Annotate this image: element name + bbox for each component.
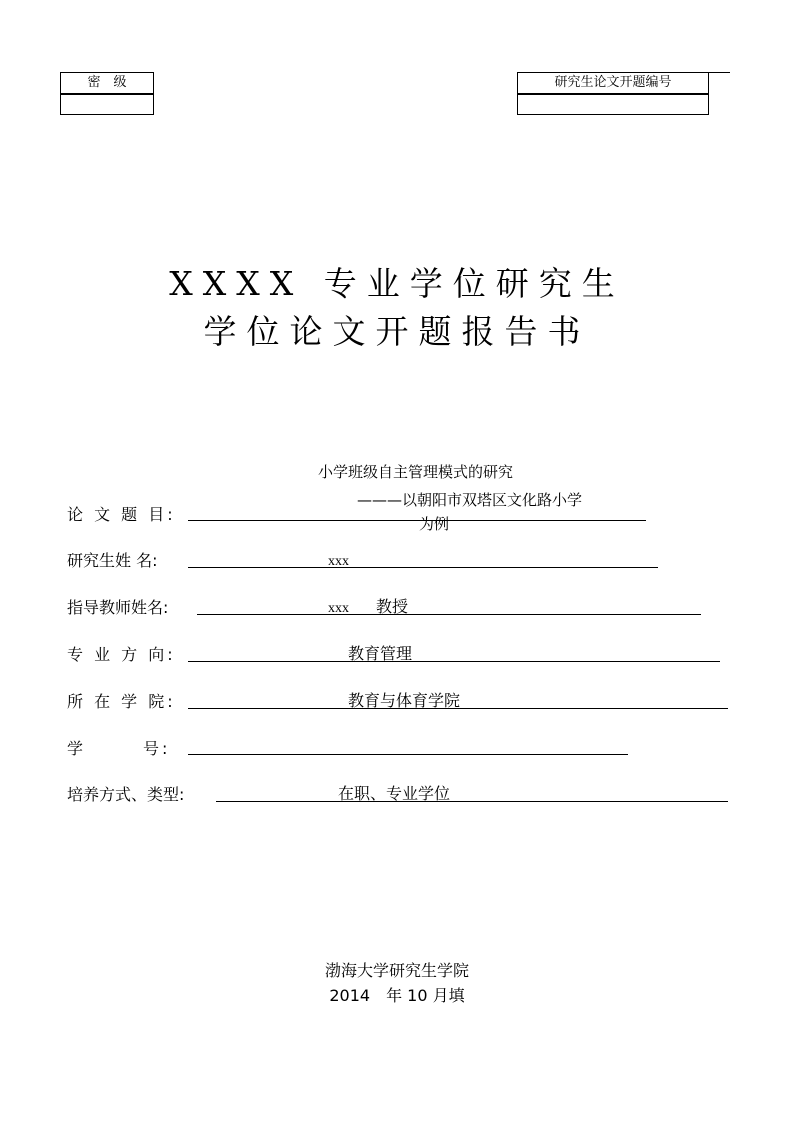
thesis-title-label: 论 文 题 目:	[67, 505, 176, 524]
proposal-number-label: 研究生论文开题编号	[518, 73, 708, 95]
student-name-label: 研究生姓 名:	[67, 551, 158, 570]
thesis-title-line[interactable]	[188, 520, 646, 521]
student-id-label: 学 号:	[67, 739, 171, 758]
proposal-number-box	[517, 72, 709, 115]
footer-institution: 渤海大学研究生学院	[324, 961, 469, 980]
secret-level-label: 密 级	[61, 73, 153, 95]
thesis-title-line3: 为例	[419, 515, 450, 533]
advisor-name-line[interactable]	[197, 614, 701, 615]
secret-level-value[interactable]	[61, 95, 153, 114]
footer-date: 2014 年 10 月填	[329, 986, 465, 1005]
study-mode-value: 在职、专业学位	[338, 784, 451, 803]
major-label: 专 业 方 向:	[67, 645, 176, 664]
college-label: 所 在 学 院:	[67, 692, 176, 711]
student-name-value: xxx	[328, 554, 349, 569]
study-mode-line[interactable]	[216, 801, 728, 802]
proposal-number-value[interactable]	[518, 95, 708, 114]
advisor-title-value: 教授	[376, 597, 409, 616]
thesis-title-line1: 小学班级自主管理模式的研究	[318, 463, 514, 481]
advisor-name-label: 指导教师姓名:	[67, 598, 169, 617]
major-value: 教育管理	[348, 644, 413, 663]
study-mode-label: 培养方式、类型:	[67, 785, 185, 804]
student-name-line[interactable]	[188, 567, 658, 568]
thesis-title-line2: ———以朝阳市双塔区文化路小学	[357, 491, 583, 509]
student-id-line[interactable]	[188, 754, 628, 755]
document-title-line2: 学位论文开题报告书	[203, 312, 591, 351]
secret-level-box	[60, 72, 154, 115]
major-line[interactable]	[188, 661, 720, 662]
advisor-name-value: xxx	[328, 601, 349, 616]
document-title-line1: XXXX 专业学位研究生	[169, 264, 625, 303]
college-value: 教育与体育学院	[348, 691, 461, 710]
